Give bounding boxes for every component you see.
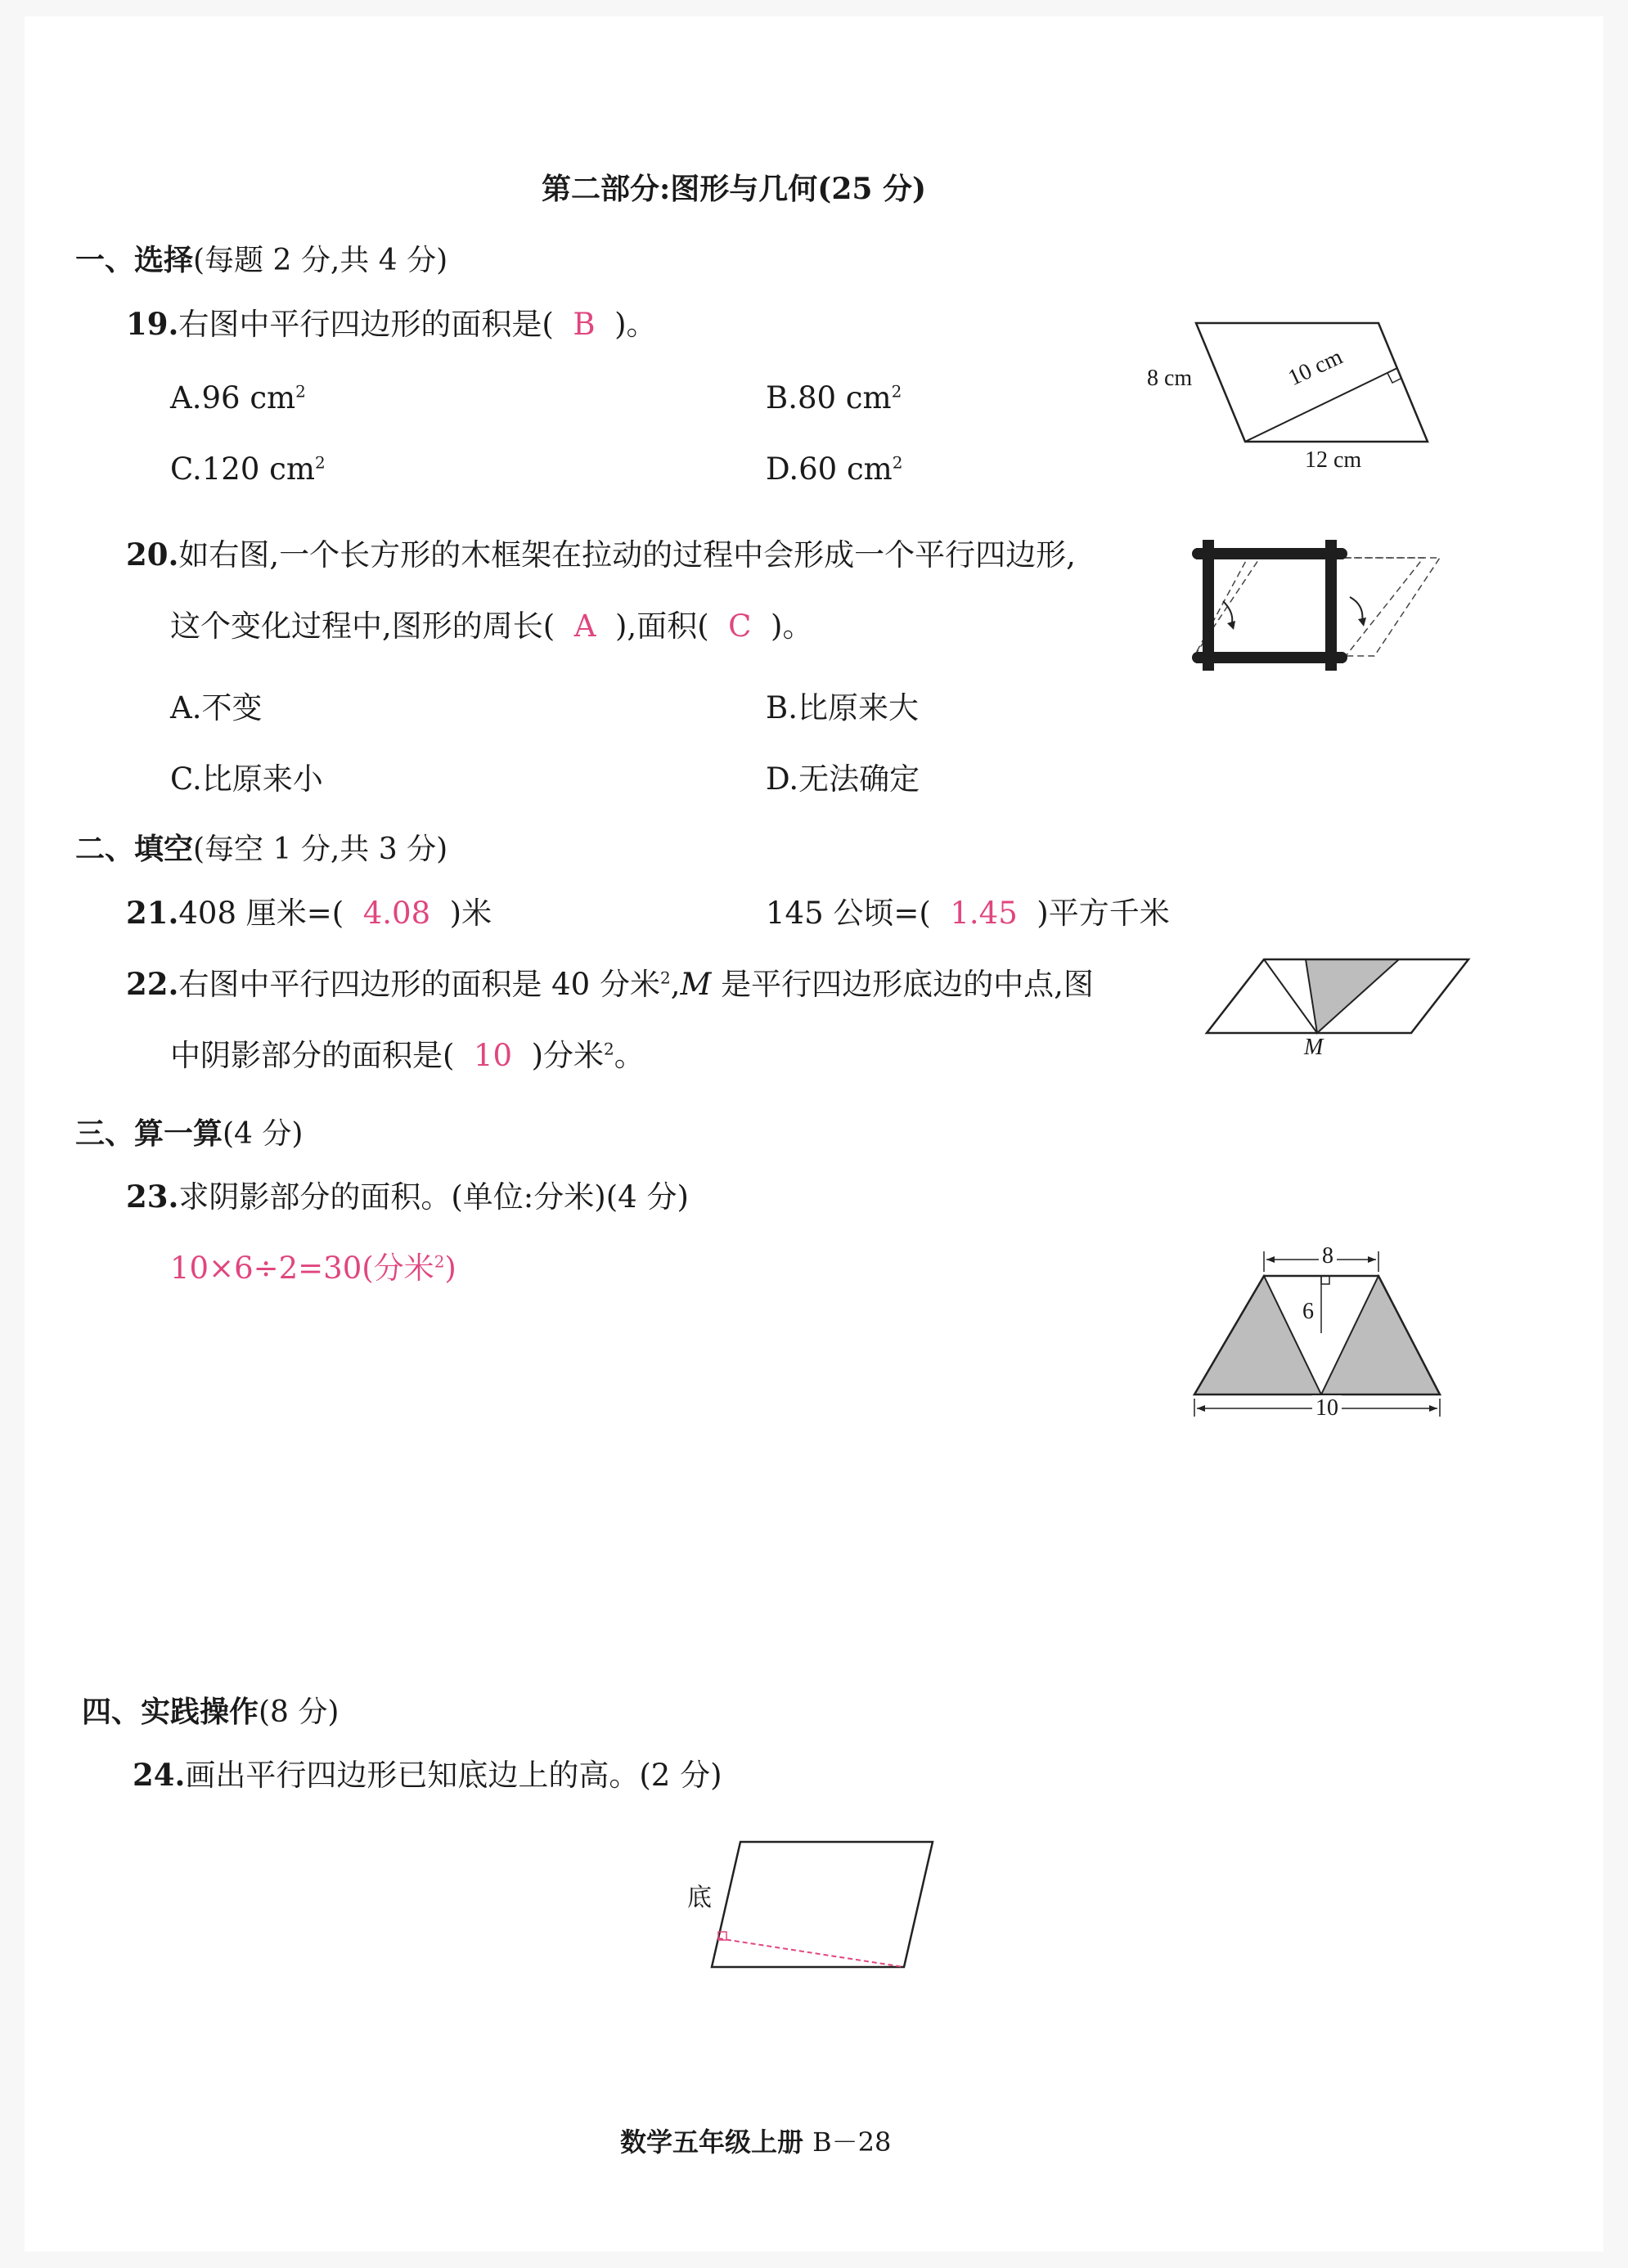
question-text-end: )。 bbox=[614, 307, 657, 342]
footer-text: 数学五年级上册 bbox=[620, 2127, 804, 2158]
question-21-part1: 21.408 厘米=( 4.08 )米 bbox=[126, 895, 492, 931]
side-label: 8 cm bbox=[1147, 366, 1193, 391]
section-title: 四、实践操作 bbox=[82, 1695, 259, 1729]
parallelogram-figure-22 bbox=[1203, 953, 1448, 1059]
height-label: 10 cm bbox=[1284, 344, 1347, 392]
answer-text: 4.08 bbox=[362, 896, 431, 931]
option-d: D.60 $cm^2$ bbox=[766, 451, 903, 487]
option-b: B.比原来大 bbox=[766, 690, 919, 725]
page-title: 第二部分:图形与几何(25 分) bbox=[542, 172, 926, 206]
worksheet-page bbox=[25, 16, 1603, 2252]
answer-text: B bbox=[573, 307, 596, 342]
answer-calculation: 10×6÷2=30(分米$^2$) bbox=[170, 1251, 456, 1286]
base-label: 底 bbox=[687, 1884, 712, 1912]
section-score: (每题 2 分,共 4 分) bbox=[193, 244, 448, 277]
point-m-label: M bbox=[1304, 1035, 1324, 1060]
option-b: B.80 $cm^2$ bbox=[766, 380, 902, 415]
option-c: C.120 $cm^2$ bbox=[170, 451, 326, 487]
option-a: A.不变 bbox=[170, 690, 263, 725]
answer-text: 10 bbox=[473, 1038, 513, 1073]
parallelogram-figure-24 bbox=[704, 1832, 949, 1987]
section-heading-calculate bbox=[75, 1111, 303, 1152]
question-22-line2: 中阴影部分的面积是( 10 )分米$^2$。 bbox=[170, 1038, 645, 1073]
question-number: 24. bbox=[133, 1757, 186, 1793]
question-number: 20. bbox=[126, 537, 179, 573]
question-19 bbox=[126, 306, 657, 342]
section-title: 一、选择 bbox=[75, 243, 194, 277]
top-dimension-label: 8 bbox=[1319, 1243, 1337, 1269]
question-number: 21. bbox=[126, 895, 179, 931]
question-24: 24.画出平行四边形已知底边上的高。(2 分) bbox=[133, 1757, 722, 1793]
question-20-line2: 这个变化过程中,图形的周长( A ),面积( C )。 bbox=[170, 609, 813, 644]
section-title: 二、填空 bbox=[75, 832, 194, 866]
answer-text: 1.45 bbox=[950, 896, 1018, 931]
section-title: 三、算一算 bbox=[75, 1116, 223, 1151]
question-number: 23. bbox=[126, 1179, 179, 1215]
page-footer bbox=[620, 2122, 891, 2159]
option-a: A.96 $cm^2$ bbox=[170, 380, 306, 415]
question-number: 19. bbox=[126, 306, 179, 342]
answer-text: A bbox=[573, 609, 596, 644]
answer-text: C bbox=[728, 609, 752, 644]
bottom-dimension-label: 10 bbox=[1312, 1395, 1342, 1421]
question-text: 右图中平行四边形的面积是( bbox=[178, 307, 554, 342]
section-heading-choice bbox=[75, 237, 447, 279]
question-number: 22. bbox=[126, 966, 179, 1002]
question-20 bbox=[126, 537, 1076, 573]
option-d: D.无法确定 bbox=[766, 761, 920, 797]
question-21-part2: 145 公顷=( 1.45 )平方千米 bbox=[766, 896, 1170, 931]
question-22: 22.右图中平行四边形的面积是 40 分米$^2$,M 是平行四边形底边的中点,图 bbox=[126, 966, 1094, 1002]
question-23: 23.求阴影部分的面积。(单位:分米)(4 分) bbox=[126, 1179, 689, 1215]
question-text: 如右图,一个长方形的木框架在拉动的过程中会形成一个平行四边形, bbox=[178, 537, 1076, 573]
section-score: (8 分) bbox=[259, 1695, 340, 1729]
section-heading-fill bbox=[75, 826, 447, 868]
section-score: (4 分) bbox=[223, 1117, 304, 1151]
wooden-frame-figure bbox=[1186, 523, 1464, 687]
section-score: (每空 1 分,共 3 分) bbox=[193, 833, 448, 866]
option-c: C.比原来小 bbox=[170, 761, 323, 797]
height-dimension-label: 6 bbox=[1302, 1299, 1314, 1324]
page-number: B－28 bbox=[812, 2127, 892, 2158]
section-heading-practice bbox=[82, 1689, 339, 1731]
base-label: 12 cm bbox=[1305, 447, 1362, 473]
